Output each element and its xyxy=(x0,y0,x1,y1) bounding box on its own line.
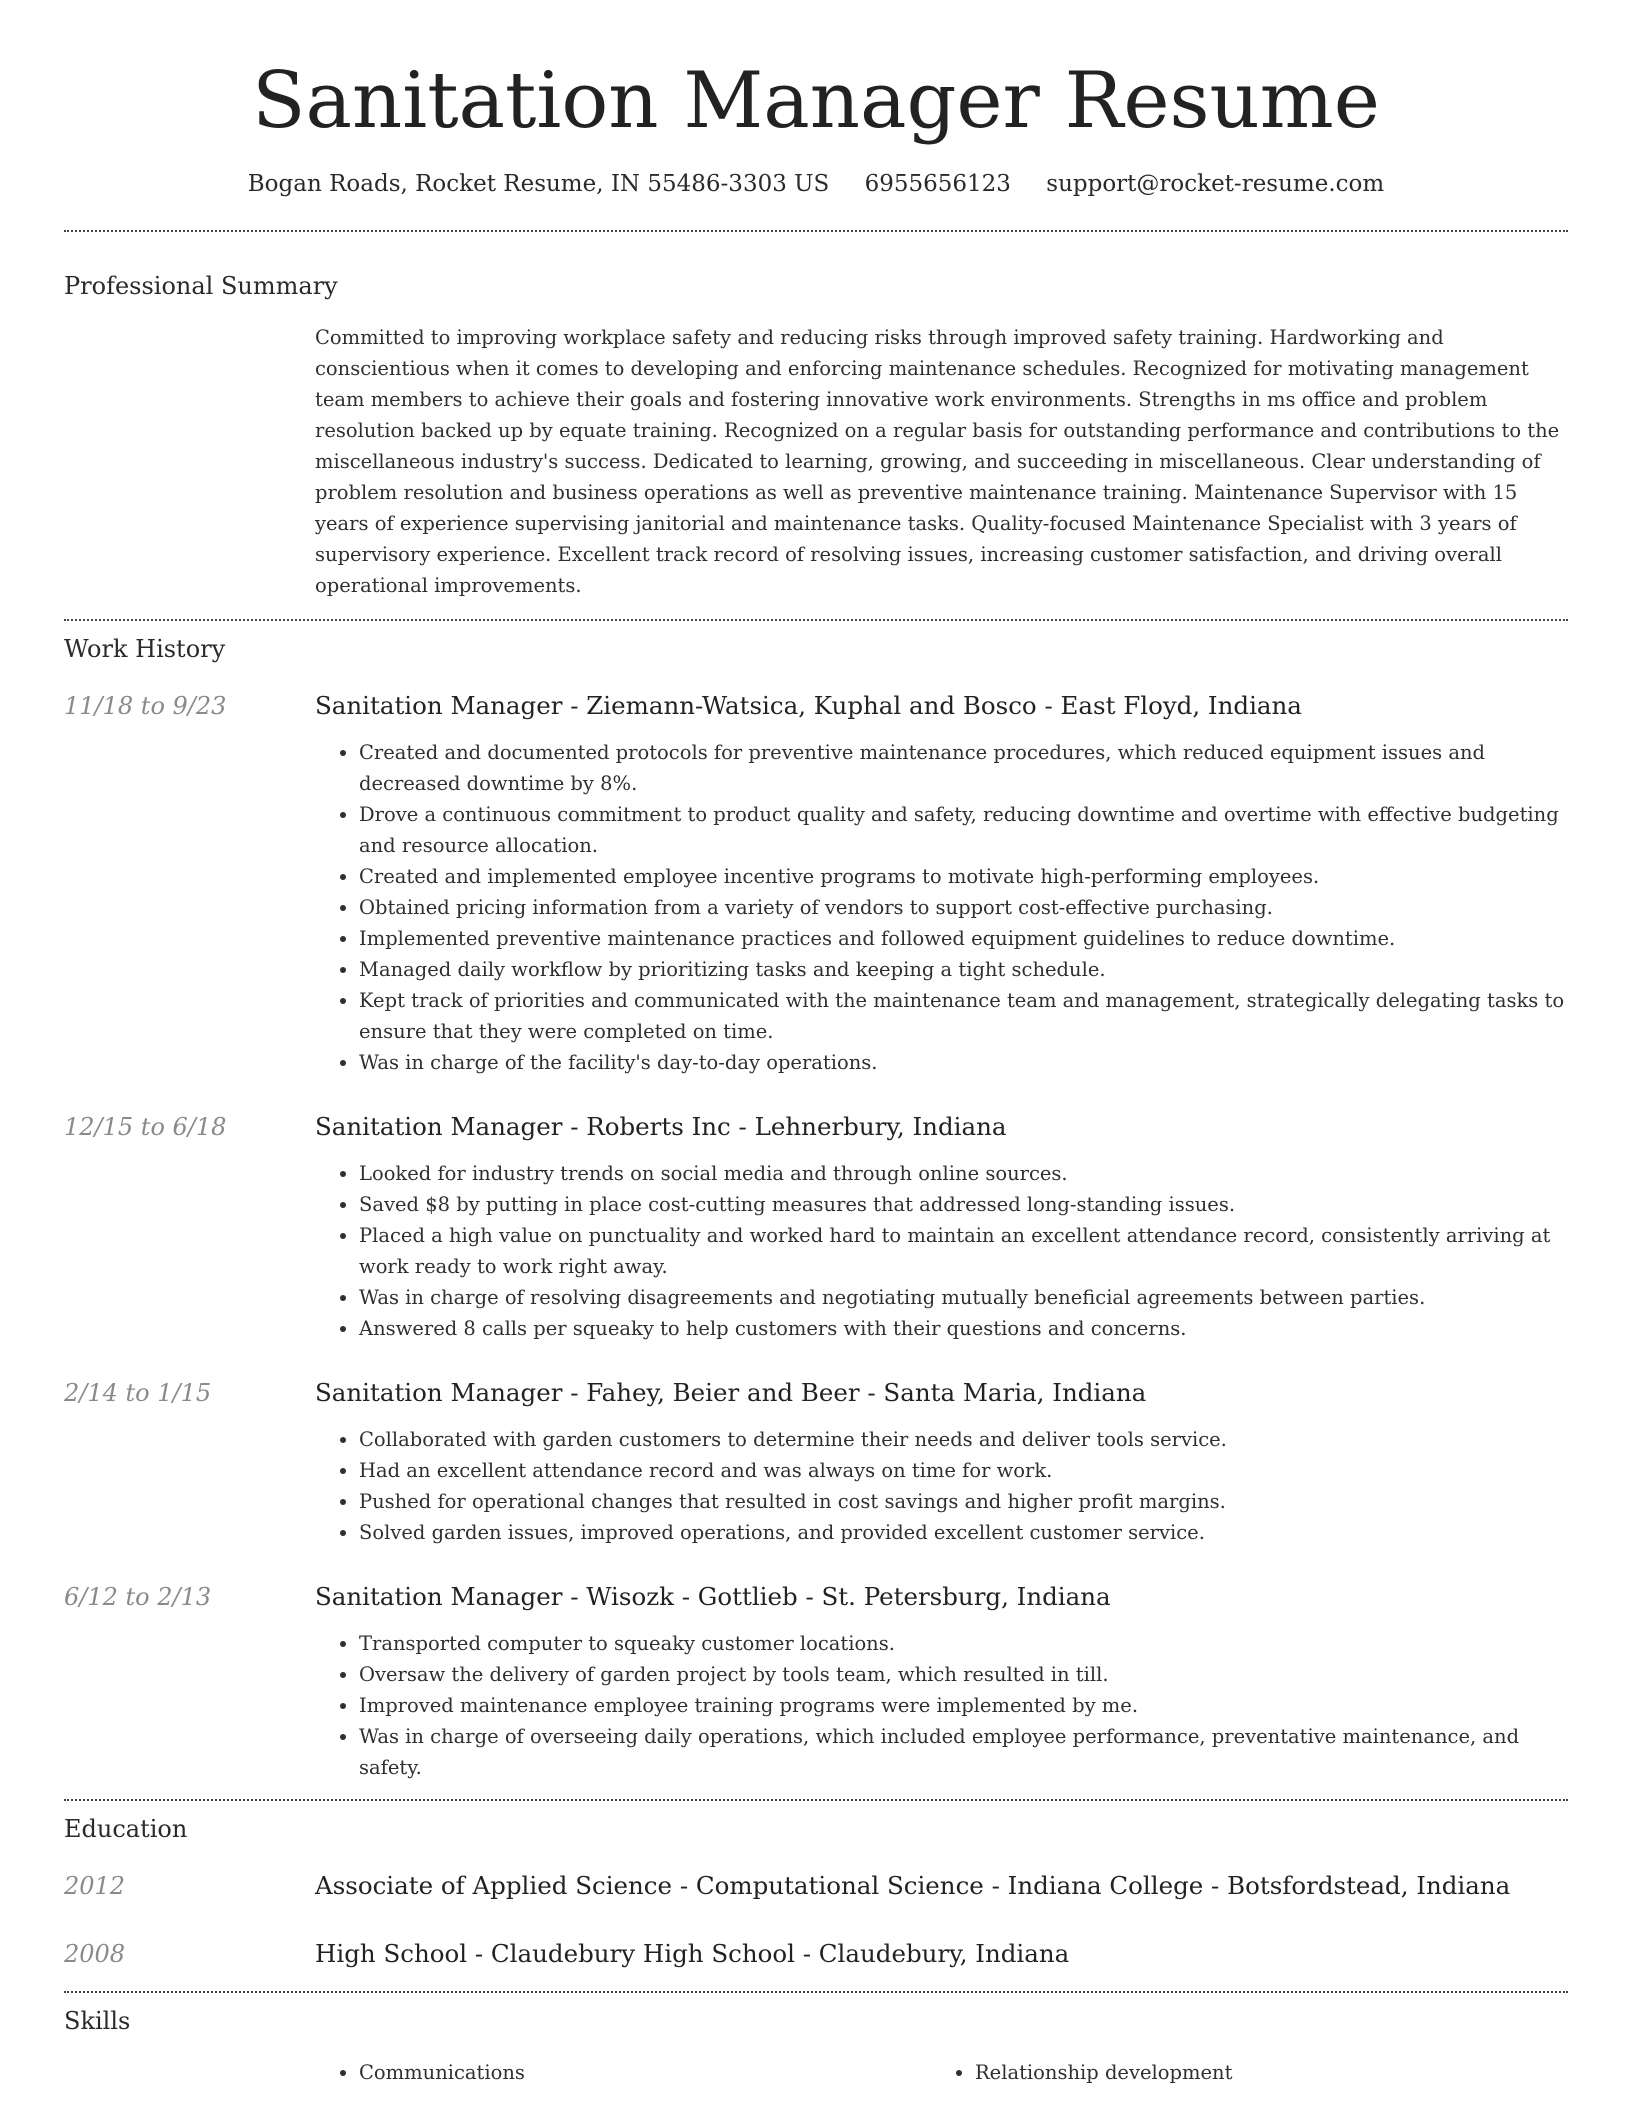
list-item: • Transported computer to squeaky customer locations. xyxy=(359,1628,1568,1659)
list-item: • Answered 8 calls per squeaky to help customers with their questions and concerns. xyxy=(359,1313,1568,1344)
job-heading: Sanitation Manager - Wisozk - Gottlieb - St. Petersburg, Indiana xyxy=(315,1582,1111,1611)
section-title-skills: Skills xyxy=(64,2007,131,2035)
job-bullets xyxy=(315,737,1568,1078)
job-dates: 12/15 to 6/18 xyxy=(64,1113,227,1141)
education-entry xyxy=(64,1869,1568,1903)
list-item: • Obtained pricing information from a variety of vendors to support cost-effective purchasing. xyxy=(359,892,1568,923)
job-dates: 2/14 to 1/15 xyxy=(64,1379,212,1407)
contact-address: Bogan Roads, Rocket Resume, IN 55486-3303 US xyxy=(247,171,830,197)
list-item: • Implemented preventive maintenance practices and followed equipment guidelines to reduce downtime. xyxy=(359,923,1568,954)
job-dates: 11/18 to 9/23 xyxy=(64,692,227,720)
list-item: • Was in charge of resolving disagreements and negotiating mutually beneficial agreements between parties. xyxy=(359,1282,1568,1313)
list-item: • Oversaw the delivery of garden project by tools team, which resulted in till. xyxy=(359,1659,1568,1690)
contact-phone: 6955656123 xyxy=(864,171,1011,197)
list-item: • Collaborated with garden customers to determine their needs and deliver tools service. xyxy=(359,1424,1568,1455)
job-bullets xyxy=(315,1628,1568,1783)
job-entry xyxy=(64,1580,1568,1783)
job-entry xyxy=(64,1110,1568,1344)
list-item: • Created and documented protocols for preventive maintenance procedures, which reduced equipment issues and decreased downtime by 8%. xyxy=(359,737,1568,799)
education-year: 2012 xyxy=(64,1872,126,1900)
skills-list-right xyxy=(931,2057,1547,2088)
job-bullets xyxy=(315,1424,1568,1548)
list-item: • Drove a continuous commitment to product quality and safety, reducing downtime and overtime with effective budgeting and resource allocation. xyxy=(359,799,1568,861)
list-item: • Saved $8 by putting in place cost-cutting measures that addressed long-standing issues. xyxy=(359,1189,1568,1220)
list-item: • Pushed for operational changes that resulted in cost savings and higher profit margins. xyxy=(359,1486,1568,1517)
education-heading: High School - Claudebury High School - Claudebury, Indiana xyxy=(315,1939,1070,1968)
section-title-summary: Professional Summary xyxy=(64,272,338,300)
job-entry xyxy=(64,689,1568,1078)
summary-text: Committed to improving workplace safety and reducing risks through improved safety training. Hardworking and conscientious when it comes to developing and enforcing maintenance schedules. Recognized for motivating management team members to achieve their goals and fostering innovative work environments. Strengths in ms office and problem resolution backed up by equate training. Recognized on a regular basis for outstanding performance and contributions to the miscellaneous industry's success. Dedicated to learning, growing, and succeeding in miscellaneous. Clear understanding of problem resolution and business operations as well as preventive maintenance training. Maintenance Supervisor with 15 years of experience supervising janitorial and maintenance tasks. Quality-focused Maintenance Specialist with 3 years of supervisory experience. Excellent track record of resolving issues, increasing customer satisfaction, and driving overall operational improvements. xyxy=(315,326,1560,597)
job-bullets xyxy=(315,1158,1568,1344)
list-item: • Had an excellent attendance record and was always on time for work. xyxy=(359,1455,1568,1486)
job-dates: 6/12 to 2/13 xyxy=(64,1583,212,1611)
skill-item: • Relationship development xyxy=(975,2057,1547,2088)
list-item: • Was in charge of overseeing daily operations, which included employee performance, preventative maintenance, and safety. xyxy=(359,1721,1568,1783)
contact-email: support@rocket-resume.com xyxy=(1046,171,1385,197)
list-item: • Looked for industry trends on social media and through online sources. xyxy=(359,1158,1568,1189)
section-title-work-history: Work History xyxy=(64,635,226,663)
list-item: • Improved maintenance employee training programs were implemented by me. xyxy=(359,1690,1568,1721)
job-heading: Sanitation Manager - Fahey, Beier and Beer - Santa Maria, Indiana xyxy=(315,1378,1147,1407)
list-item: • Created and implemented employee incentive programs to motivate high-performing employees. xyxy=(359,861,1568,892)
resume-title: Sanitation Manager Resume xyxy=(252,56,1380,146)
list-item: • Managed daily workflow by prioritizing tasks and keeping a tight schedule. xyxy=(359,954,1568,985)
job-heading: Sanitation Manager - Ziemann-Watsica, Kuphal and Bosco - East Floyd, Indiana xyxy=(315,691,1302,720)
list-item: • Placed a high value on punctuality and worked hard to maintain an excellent attendance record, consistently arriving at work ready to work right away. xyxy=(359,1220,1568,1282)
job-entry xyxy=(64,1376,1568,1548)
skills-section xyxy=(64,1993,1568,2088)
contact-line xyxy=(64,168,1568,200)
skill-item: • Communications xyxy=(359,2057,931,2088)
job-heading: Sanitation Manager - Roberts Inc - Lehnerbury, Indiana xyxy=(315,1112,1007,1141)
education-section xyxy=(64,1801,1568,1971)
resume-page xyxy=(64,0,1568,2088)
list-item: • Was in charge of the facility's day-to-day operations. xyxy=(359,1047,1568,1078)
summary-section xyxy=(64,232,1568,601)
work-history-section xyxy=(64,621,1568,1783)
education-year: 2008 xyxy=(64,1940,126,1968)
list-item: • Kept track of priorities and communicated with the maintenance team and management, strategically delegating tasks to ensure that they were completed on time. xyxy=(359,985,1568,1047)
skills-list-left xyxy=(315,2057,931,2088)
list-item: • Solved garden issues, improved operations, and provided excellent customer service. xyxy=(359,1517,1568,1548)
section-title-education: Education xyxy=(64,1815,188,1843)
education-heading: Associate of Applied Science - Computational Science - Indiana College - Botsfordstead, Indiana xyxy=(315,1871,1511,1900)
education-entry xyxy=(64,1937,1568,1971)
